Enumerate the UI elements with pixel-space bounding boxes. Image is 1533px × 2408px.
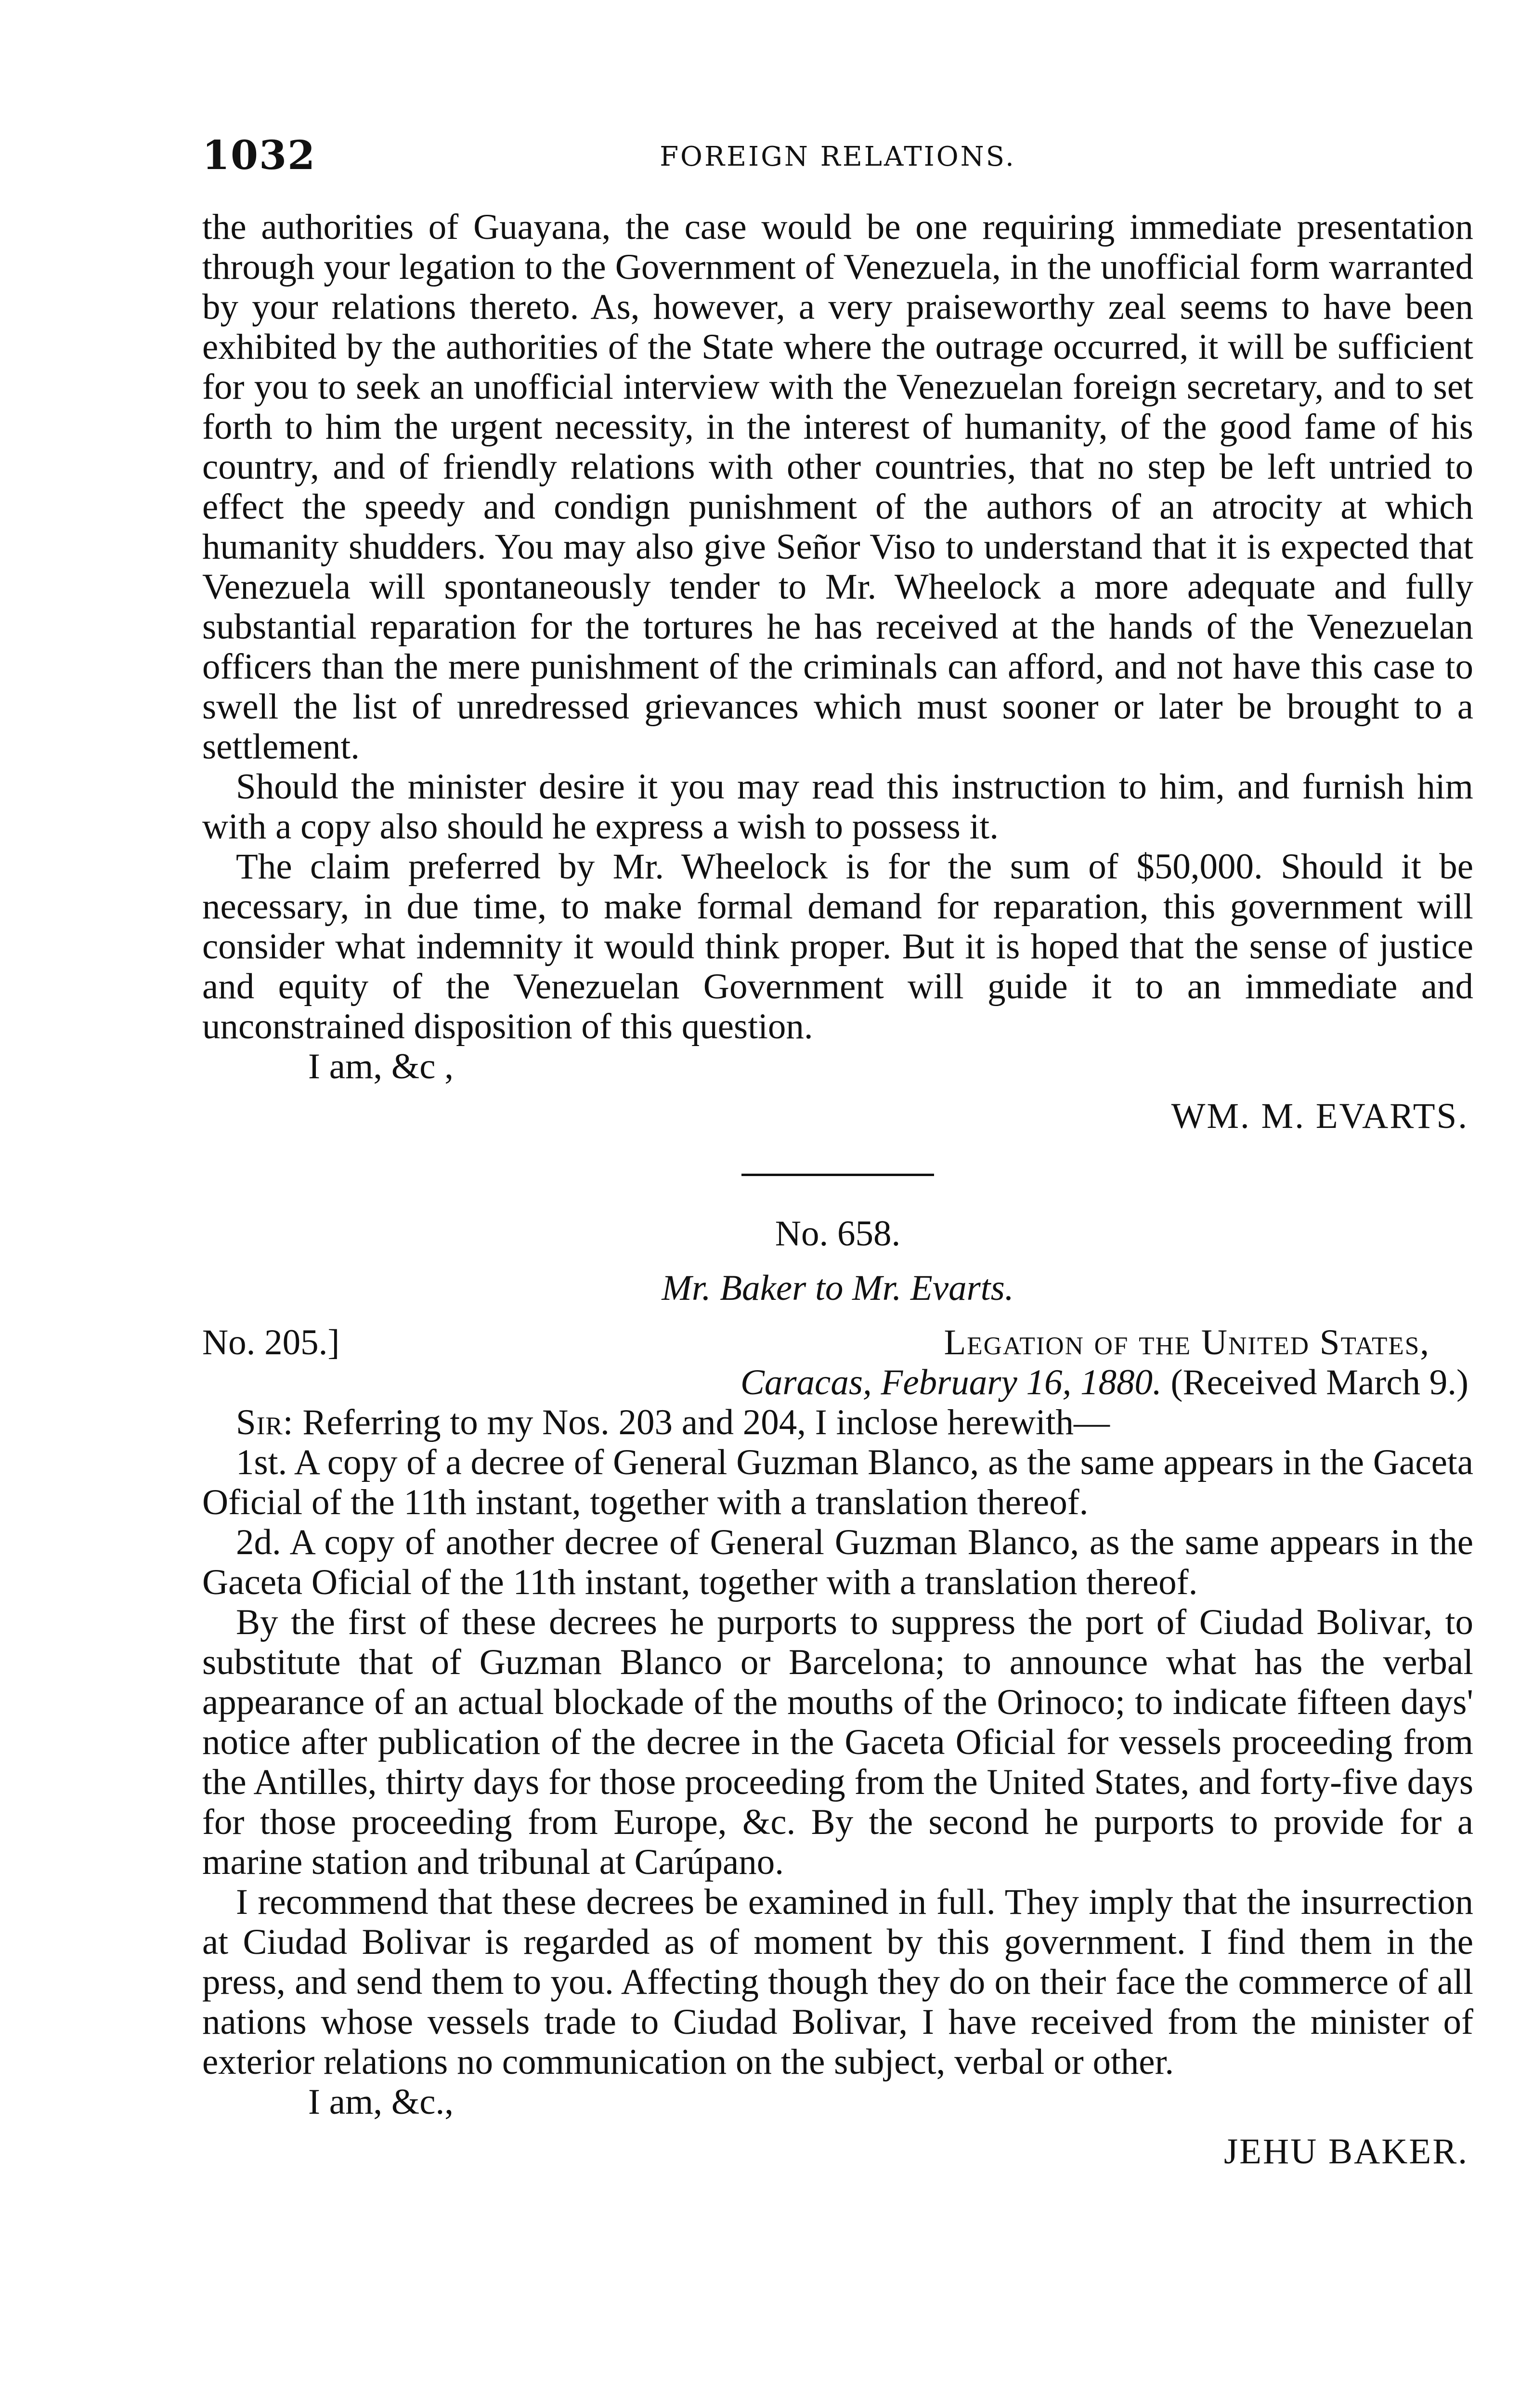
date-line xyxy=(202,1362,1473,1402)
received-date: (Received March 9.) xyxy=(1170,1362,1468,1402)
body-paragraph: The claim preferred by Mr. Wheelock is for the sum of $50,000. Should it be necessary, in due time, to make formal demand for reparation, this government will consider what indemnity it would think proper. But it is hoped that the sense of justice and equity of the Venezuelan Government will guide it to an immediate and unconstrained disposition of this question. xyxy=(202,847,1473,1047)
body-paragraph: 2d. A copy of another decree of General Guzman Blanco, as the same appears in the Gaceta Oficial of the 11th instant, together with a translation thereof. xyxy=(202,1522,1473,1602)
document-number: No. 658. xyxy=(775,1214,901,1254)
opening-text: Referring to my Nos. 203 and 204, I inclose herewith— xyxy=(302,1402,1110,1442)
section-divider xyxy=(741,1174,934,1176)
running-head: FOREIGN RELATIONS. xyxy=(660,141,1016,172)
page-number: 1032 xyxy=(202,132,316,179)
body-paragraph: Should the minister desire it you may read this instruction to him, and furnish him with a copy also should he express a wish to possess it. xyxy=(202,767,1473,847)
salutation-paragraph xyxy=(202,1402,1473,1442)
reference-number: No. 205.] xyxy=(202,1322,340,1362)
page-body xyxy=(202,207,1473,2172)
place-date: Caracas, February 16, 1880. xyxy=(740,1362,1162,1402)
signature: JEHU BAKER. xyxy=(1223,2132,1468,2172)
salutation: Sir: xyxy=(236,1402,294,1442)
body-paragraph: I recommend that these decrees be examined in full. They imply that the insurrection at Ciudad Bolivar is regarded as of moment by this government. I find them in the press, and send them to you. Affecting though they do on their face the commerce of all nations whose vessels trade to Ciudad Bolivar, I have received from the minister of exterior relations no communication on the subject, verbal or other. xyxy=(202,1882,1473,2082)
body-paragraph: 1st. A copy of a decree of General Guzman Blanco, as the same appears in the Gaceta Oficial of the 11th instant, together with a translation thereof. xyxy=(202,1442,1473,1522)
document-title: Mr. Baker to Mr. Evarts. xyxy=(662,1268,1014,1308)
body-paragraph: the authorities of Guayana, the case would be one requiring immediate presentation through your legation to the Government of Venezuela, in the unofficial form warranted by your relations thereto. As, however, a very praiseworthy zeal seems to have been exhibited by the authorities of the State where the outrage occurred, it will be sufficient for you to seek an unofficial interview with the Venezuelan foreign secretary, and to set forth to him the urgent necessity, in the interest of humanity, of the good fame of his country, and of friendly relations with other countries, that no step be left untried to effect the speedy and condign punishment of the authors of an atrocity at which humanity shudders. You may also give Señor Viso to understand that it is expected that Venezuela will spontaneously tender to Mr. Wheelock a more adequate and fully substantial reparation for the tortures he has received at the hands of the Venezuelan officers than the mere punishment of the criminals can afford, and not have this case to swell the list of unredressed grievances which must sooner or later be brought to a settlement. xyxy=(202,207,1473,767)
closing-line: I am, &c , xyxy=(308,1047,454,1086)
letter-heading-row xyxy=(202,1322,1473,1362)
signature: WM. M. EVARTS. xyxy=(1171,1096,1468,1136)
body-paragraph: By the first of these decrees he purports to suppress the port of Ciudad Bolivar, to substitute that of Guzman Blanco or Barcelona; to announce what has the verbal appearance of an actual blockade of the mouths of the Orinoco; to indicate fifteen days' notice after publication of the decree in the Gaceta Oficial for vessels proceeding from the Antilles, thirty days for those proceeding from the United States, and forty-five days for those proceeding from Europe, &c. By the second he purports to provide for a marine station and tribunal at Carúpano. xyxy=(202,1602,1473,1882)
page-header xyxy=(202,132,1473,190)
closing-line: I am, &c., xyxy=(308,2082,454,2122)
legation-line: Legation of the United States, xyxy=(944,1322,1430,1362)
